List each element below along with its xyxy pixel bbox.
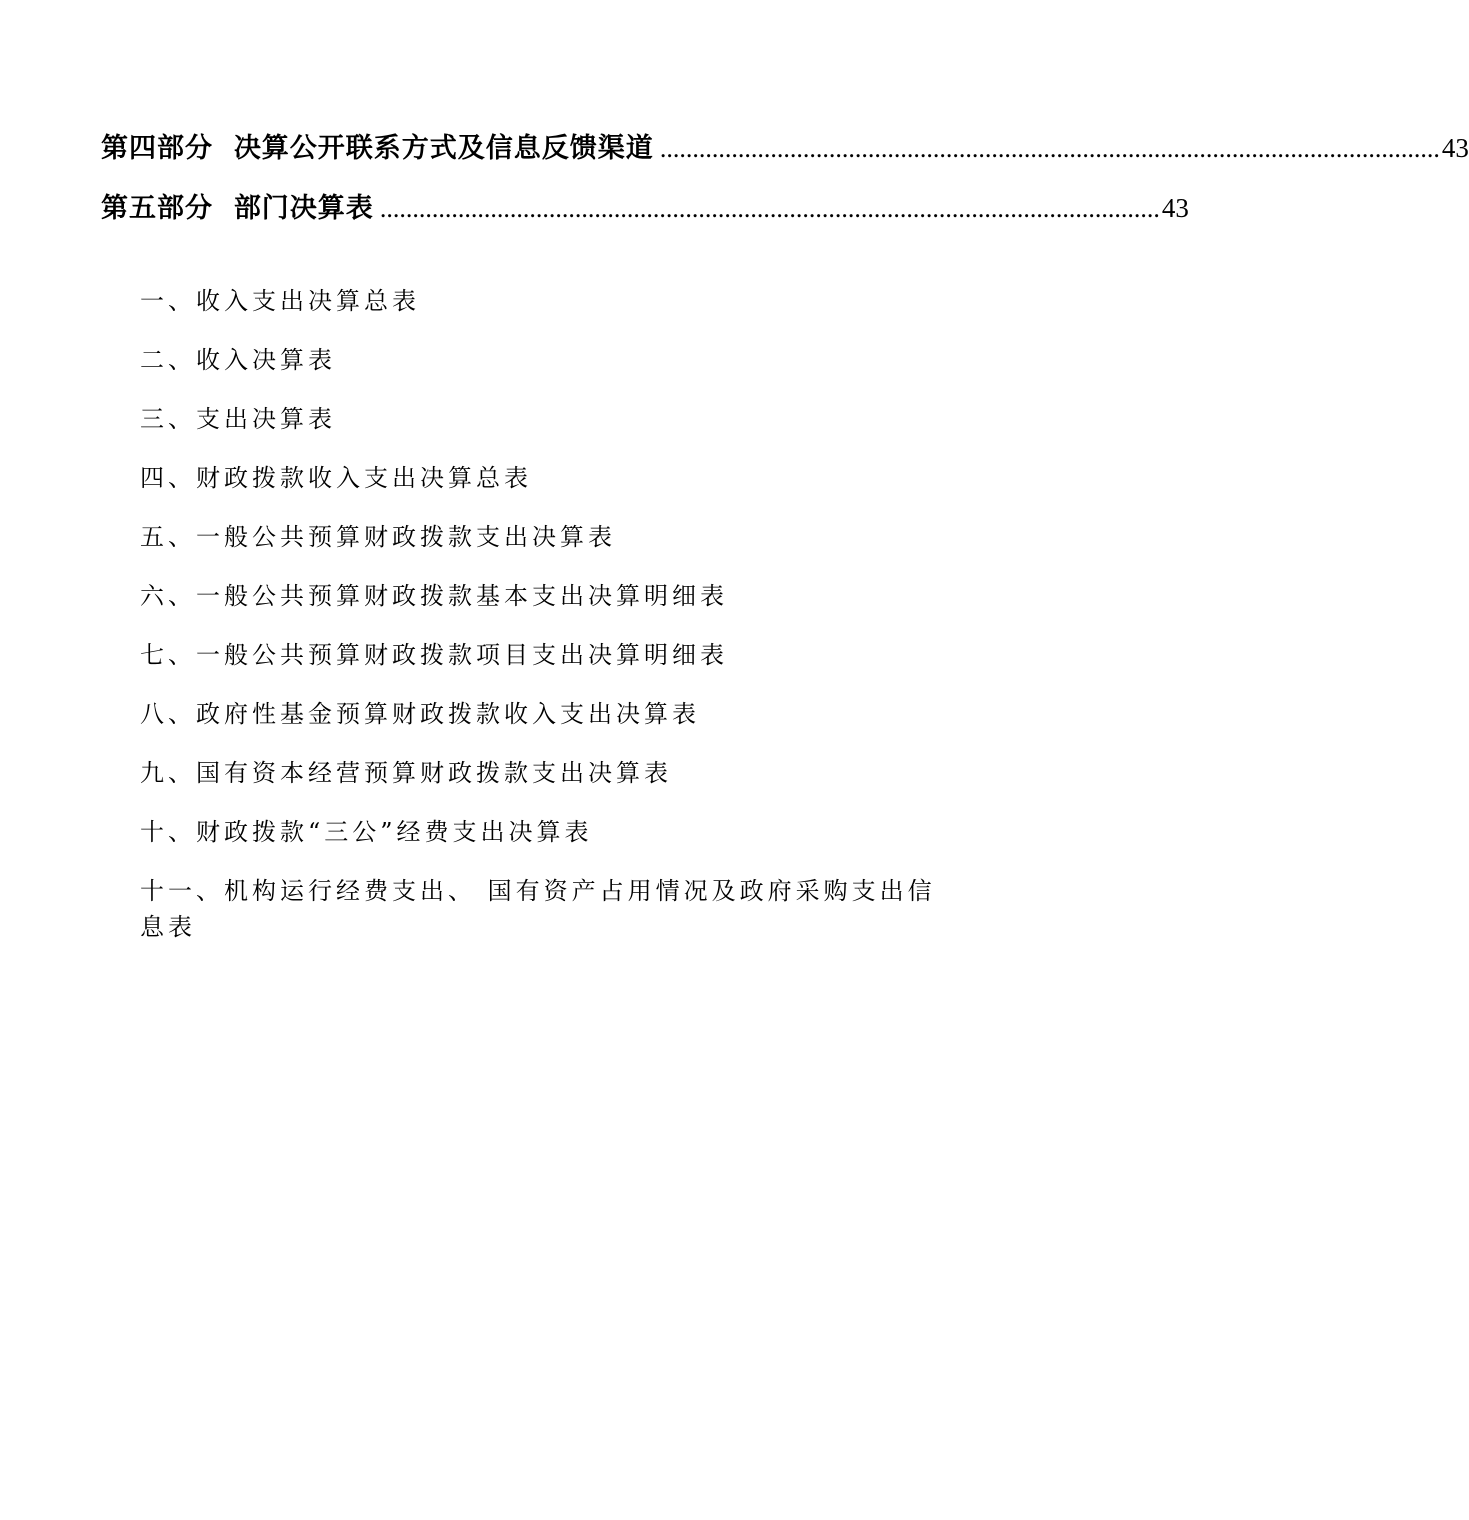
list-item: 四、财政拨款收入支出决算总表 <box>140 464 532 492</box>
list-item: 三、支出决算表 <box>140 405 336 433</box>
table-of-contents <box>101 126 1469 246</box>
final-accounts-table-list <box>140 283 960 945</box>
list-item: 十、财政拨款“三公”经费支出决算表 <box>140 818 593 846</box>
toc-entry-title: 决算公开联系方式及信息反馈渠道 <box>233 133 654 164</box>
toc-entry-number: 第四部分 <box>101 133 213 164</box>
list-item: 九、国有资本经营预算财政拨款支出决算表 <box>140 759 672 787</box>
list-item: 八、政府性基金预算财政拨款收入支出决算表 <box>140 700 700 728</box>
list-item: 六、一般公共预算财政拨款基本支出决算明细表 <box>140 582 728 610</box>
toc-entry-part-four[interactable] <box>101 126 1469 186</box>
list-item: 五、一般公共预算财政拨款支出决算表 <box>140 523 616 551</box>
toc-leader-dots: ........................................................................................................................ <box>379 194 1160 223</box>
list-item: 七、一般公共预算财政拨款项目支出决算明细表 <box>140 641 728 669</box>
toc-entry-number: 第五部分 <box>101 193 213 224</box>
toc-page-number: 43 <box>1441 133 1469 163</box>
list-item: 一、收入支出决算总表 <box>140 287 420 315</box>
toc-entry-title: 部门决算表 <box>233 193 374 224</box>
list-item: 十一、机构运行经费支出、 国有资产占用情况及政府采购支出信息表 <box>140 877 936 941</box>
list-item: 二、收入决算表 <box>140 346 336 374</box>
toc-entry-part-five[interactable] <box>101 186 1189 246</box>
toc-leader-dots: ........................................................................................................................ <box>659 134 1440 163</box>
toc-page-number: 43 <box>1161 193 1189 223</box>
